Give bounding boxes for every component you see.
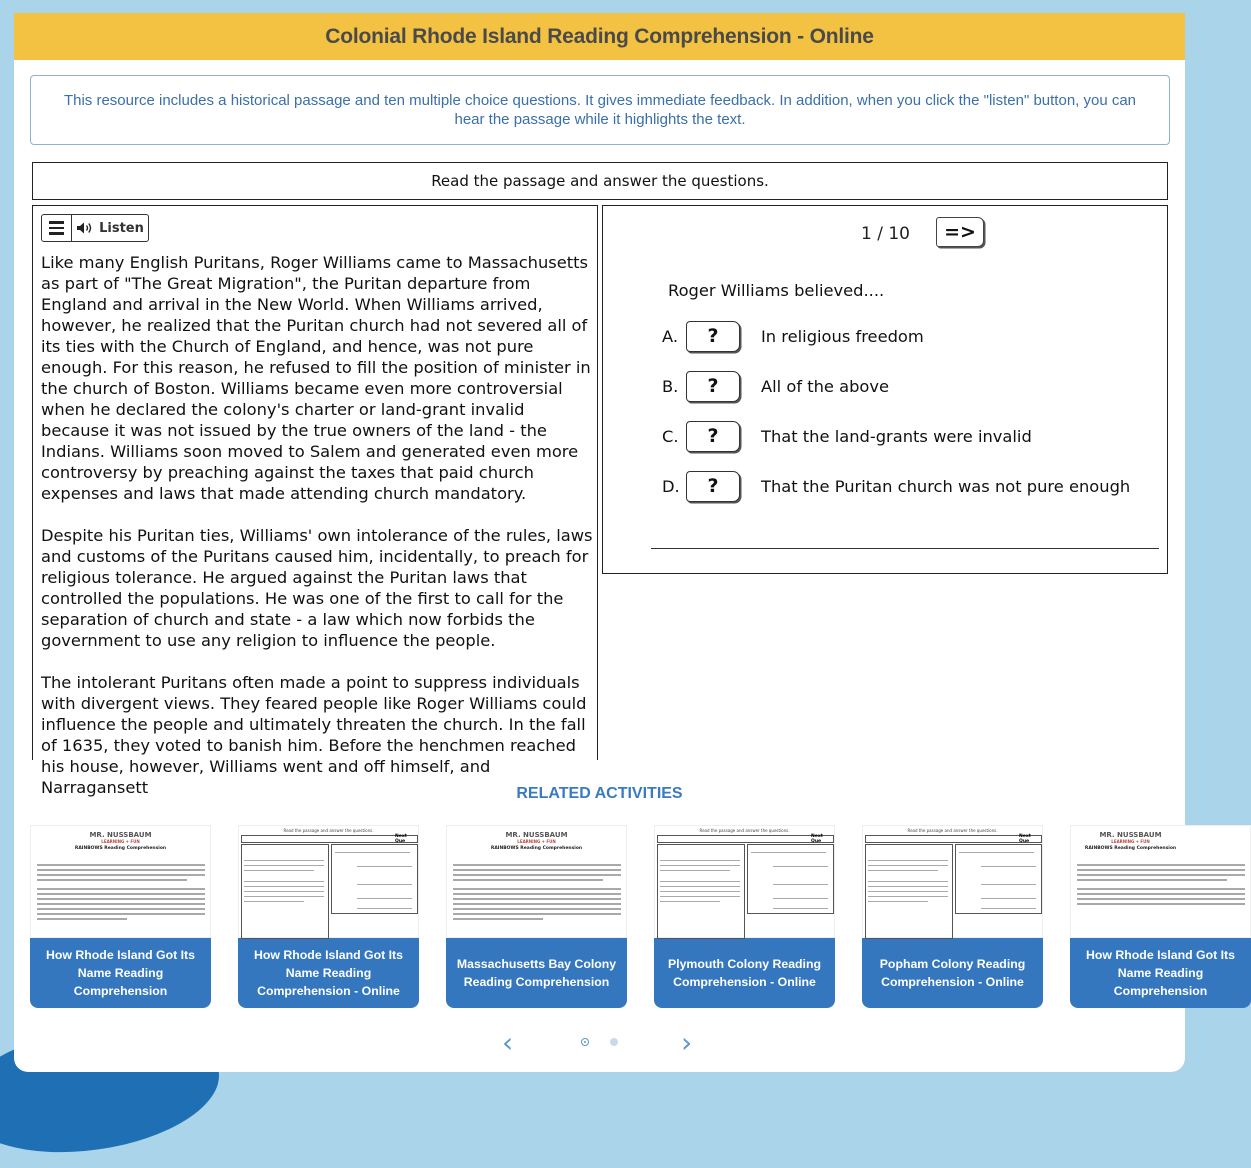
choice-text: That the Puritan church was not pure enough <box>761 476 1131 496</box>
thumb-logo-text: MR. NUSSBAUM <box>1099 831 1162 839</box>
choice-a-button[interactable]: ? <box>686 321 740 352</box>
choice-a <box>662 320 924 352</box>
carousel-next-button[interactable]: › <box>681 1026 693 1059</box>
thumb-logo-subtitle: LEARNING + FUN <box>1111 839 1150 844</box>
thumb-doc-title: RAINBOWS Reading Comprehension <box>74 846 167 851</box>
question-counter: 1 / 10 <box>861 224 910 244</box>
thumb-logo-text: MR. NUSSBAUM <box>89 831 152 839</box>
thumb-doc-title: RAINBOWS Reading Comprehension <box>490 846 583 851</box>
thumb-next-label: Next Que <box>1019 834 1031 844</box>
related-card[interactable] <box>654 825 835 1007</box>
question-text: Roger Williams believed.... <box>668 281 885 300</box>
choice-d-button[interactable]: ? <box>686 471 740 502</box>
carousel-prev-button[interactable]: ‹ <box>502 1026 514 1059</box>
quiz-panel <box>602 205 1168 574</box>
choice-letter: C. <box>662 426 679 446</box>
related-card-title: Popham Colony Reading Comprehension - Online <box>862 938 1043 1008</box>
main-card <box>14 13 1235 1072</box>
thumb-instructions: Read the passage and answer the questions. <box>699 828 790 833</box>
related-card[interactable] <box>862 825 1043 1007</box>
instructions-bar: Read the passage and answer the questions. <box>32 162 1168 200</box>
choice-letter: B. <box>662 376 679 396</box>
carousel-dot[interactable] <box>610 1038 618 1046</box>
related-card[interactable] <box>30 825 211 1007</box>
thumb-logo-subtitle: LEARNING + FUN <box>101 839 140 844</box>
thumb-instructions: Read the passage and answer the questions. <box>907 828 998 833</box>
reader-toolbar <box>41 214 149 242</box>
related-activities-heading: RELATED ACTIVITIES <box>516 785 683 802</box>
related-card[interactable] <box>238 825 419 1007</box>
page-title: Colonial Rhode Island Reading Comprehension - Online <box>325 24 874 48</box>
listen-label: Listen <box>99 220 144 236</box>
choice-c-button[interactable]: ? <box>686 421 740 452</box>
passage-paragraph: The intolerant Puritans often made a point to suppress individuals with divergent views. They feared people like Roger Williams could influence the people and ultimately threaten the church. In the fall of 1635, they voted to banish him. Before the henchmen reached his house, however, Williams went and off himself, and Narragansett <box>41 673 587 797</box>
related-thumbnail <box>1070 825 1251 938</box>
related-card[interactable] <box>446 825 627 1007</box>
choice-letter: A. <box>662 326 679 346</box>
menu-button[interactable] <box>42 215 72 241</box>
related-card-title: How Rhode Island Got Its Name Reading Comprehension <box>30 938 211 1008</box>
related-thumbnail <box>862 825 1043 938</box>
thumb-logo-subtitle: LEARNING + FUN <box>517 839 556 844</box>
choice-b <box>662 370 889 402</box>
choice-text: That the land-grants were invalid <box>761 426 1032 446</box>
thumb-instructions: Read the passage and answer the questions. <box>283 828 374 833</box>
related-card-title: Plymouth Colony Reading Comprehension - Online <box>654 938 835 1008</box>
speaker-icon <box>76 221 94 235</box>
choice-b-button[interactable]: ? <box>686 371 740 402</box>
title-bar <box>14 13 1185 60</box>
thumb-next-label: Next Que <box>395 834 407 844</box>
thumb-logo-text: MR. NUSSBAUM <box>505 831 568 839</box>
passage-paragraph: Like many English Puritans, Roger Williams came to Massachusetts as part of "The Great Migration", the Puritan departure from England and arrival in the New World. When Williams arrived, however, he realized that the Puritan church had not severed all of its ties with the Church of England, and hence, was not pure enough. For this reason, he refused to fill the position of minister in the church of Boston. Williams became even more controversial when he declared the colony's charter or land-grant invalid because it was not issued by the true owners of the land - the Indians. Williams soon moved to Salem and generated even more controversy by preaching against the taxes that paid church expenses and laws that made attending church mandatory. <box>41 253 591 503</box>
carousel-dot-active[interactable] <box>581 1038 589 1046</box>
listen-button[interactable] <box>72 215 148 241</box>
choice-d <box>662 470 1130 502</box>
related-card-title: How Rhode Island Got Its Name Reading Comprehension - Online <box>238 938 419 1008</box>
related-carousel <box>30 825 1235 1010</box>
related-thumbnail <box>238 825 419 938</box>
related-thumbnail <box>654 825 835 938</box>
thumb-doc-title: RAINBOWS Reading Comprehension <box>1084 846 1177 851</box>
passage-panel[interactable] <box>32 205 598 797</box>
related-card-title: How Rhode Island Got Its Name Reading Comprehension <box>1070 938 1251 1008</box>
related-thumbnail <box>446 825 627 938</box>
carousel-nav <box>14 1023 1185 1063</box>
choice-letter: D. <box>662 476 680 496</box>
choice-text: In religious freedom <box>761 326 924 346</box>
divider <box>651 548 1159 549</box>
hamburger-icon <box>49 221 64 224</box>
related-card-title: Massachusetts Bay Colony Reading Comprehension <box>446 938 627 1008</box>
choice-text: All of the above <box>761 376 890 396</box>
passage-paragraph: Despite his Puritan ties, Williams' own intolerance of the rules, laws and customs of the Puritans caused him, incidentally, to preach for religious tolerance. He argued against the Puritan laws that controlled the populations. He was one of the first to call for the separation of church and state - a law which now forbids the government to use any religion to influence the people. <box>41 526 593 650</box>
passage-text <box>41 252 593 819</box>
related-card[interactable] <box>1070 825 1251 1007</box>
thumb-next-label: Next Que <box>811 834 823 844</box>
next-question-button[interactable]: => <box>936 217 984 247</box>
intro-description: This resource includes a historical passage and ten multiple choice questions. It gives immediate feedback. In addition, when you click the "listen" button, you can hear the passage while it highlights the text. <box>30 75 1170 145</box>
related-thumbnail <box>30 825 211 938</box>
choice-c <box>662 420 1032 452</box>
